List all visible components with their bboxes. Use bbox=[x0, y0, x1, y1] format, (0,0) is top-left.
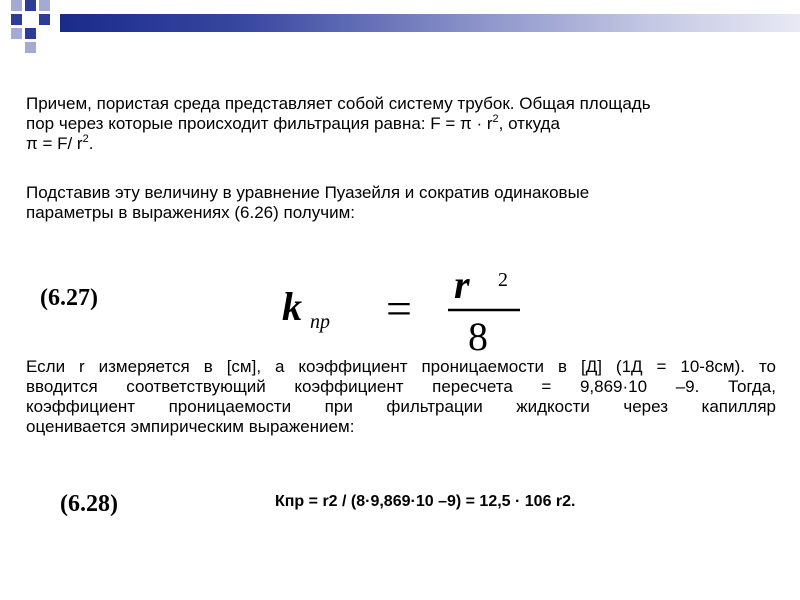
text-line: параметры в выражениях (6.26) получим: bbox=[26, 203, 355, 222]
deco-square bbox=[25, 42, 36, 53]
paragraph-3 bbox=[26, 357, 776, 437]
formula-6-27 bbox=[278, 256, 538, 356]
deco-square bbox=[25, 0, 36, 11]
equation-number: (6.28) bbox=[60, 491, 118, 517]
equation-number: (6.27) bbox=[40, 285, 98, 311]
text-line-content: пор через которые происходит фильтрация равна: F = π · r bbox=[26, 114, 493, 133]
title-band bbox=[60, 14, 800, 32]
text-line: вводится соответствующий коэффициент пересчета = 9,869·10 –9. Тогда, bbox=[26, 377, 776, 396]
text-line bbox=[26, 114, 776, 134]
formula-exponent: 2 bbox=[498, 269, 508, 291]
formula-k: k bbox=[282, 284, 302, 329]
text-line-content: π = F/ r bbox=[26, 134, 83, 153]
text-line: Если r измеряется в [см], а коэффициент проницаемости в [Д] (1Д = 10-8см). то bbox=[26, 357, 776, 376]
formula-subscript: пр bbox=[310, 311, 330, 333]
deco-square bbox=[11, 28, 22, 39]
text-line: оценивается эмпирическим выражением: bbox=[26, 417, 355, 436]
paragraph-1 bbox=[26, 94, 776, 154]
text-line: Подставив эту величину в уравнение Пуазейля и сократив одинаковые bbox=[26, 183, 590, 202]
text-line-content: Причем, пористая среда представляет собой систему трубок. Общая площадь bbox=[26, 94, 651, 113]
deco-square bbox=[11, 0, 22, 11]
formula-equals: = bbox=[386, 283, 412, 334]
text-line-content: . bbox=[88, 134, 94, 153]
deco-square bbox=[11, 14, 22, 25]
deco-square bbox=[39, 0, 50, 11]
text-line-content: , откуда bbox=[498, 114, 560, 133]
formula-6-28: Кпр = r2 / (8·9,869·10 –9) = 12,5 · 106 r2. bbox=[275, 493, 576, 510]
formula-numerator: r bbox=[454, 262, 470, 307]
paragraph-2 bbox=[26, 183, 776, 223]
text-line bbox=[26, 94, 776, 114]
text-line bbox=[26, 134, 776, 154]
superscript: 2 bbox=[492, 113, 499, 125]
formula-denominator: 8 bbox=[468, 314, 488, 356]
text-line: коэффициент проницаемости при фильтрации жидкости через капилляр bbox=[26, 397, 776, 416]
deco-square bbox=[25, 28, 36, 39]
superscript: 2 bbox=[82, 133, 89, 145]
deco-square bbox=[39, 14, 50, 25]
